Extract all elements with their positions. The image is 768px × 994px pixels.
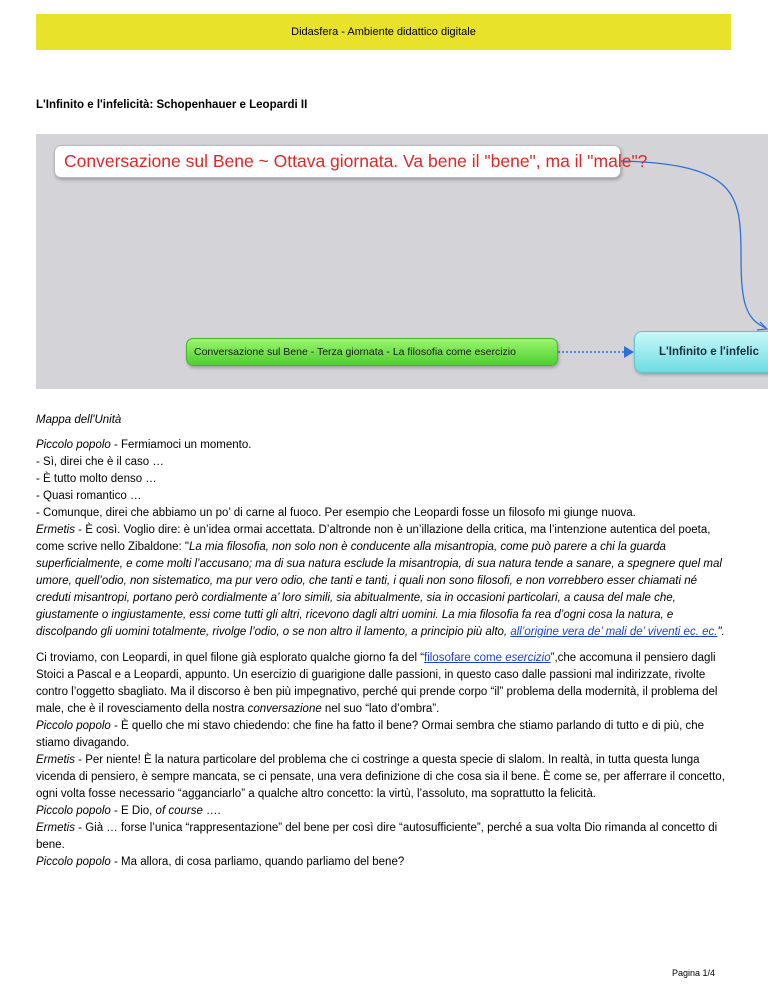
zibaldone-quote: La mia filosofia, non solo non è conducente alla misantropia, come può parere a chi la guarda superficialmente, e come molti l’accusano; ma di sua natura esclude la misantropia, di sua natura tende a sanare, a spegnere quel mal umore, quell’odio, non sistematico, ma pur vero odio, che tanti e tanti, i quali non sono filosofi, e non vorrebbero esser chiamati né creduti misantropi, portano però cordialmente a’ loro simili, sia abitualmente, sia in occasioni particolari, a causa del male che, giustamente o ingiustamente, essi come tutti gli altri, ricevono dagli altri uomini. La mia filosofia fa rea d’ogni cosa la natura, e discolpando gli uomini totalmente, rivolge l’odio, o se non altro il lamento, a principio più alto, [36,541,722,638]
speaker-name: Ermetis [36,822,75,834]
line-text: …. [202,805,221,817]
dialogue-line [36,437,731,454]
italic-phrase: of course [155,805,203,817]
line-text: - È quello che mi stavo chiedendo: che fine ha fatto il bene? Ormai sembra che stiamo parlando di tutto e di più, che stiamo divagando. [36,720,705,749]
narrative-paragraph [36,650,731,718]
link-text-italic: esercizio [505,652,551,664]
line-text: - Fermiamoci un momento. [110,439,252,451]
line-text: - È così. Voglio dire: è un’idea ormai accettata. D’altronde non è un’illazione della critica, ma l’intenzione autentica del poeta, come scrive nello Zibaldone: " [36,524,711,553]
line-text: - Ma allora, di cosa parliamo, quando parliamo del bene? [110,856,405,868]
line-text: - E Dio, [110,805,156,817]
dialogue-line [36,854,731,871]
italic-word: conversazione [247,703,322,715]
dialogue-line [36,820,731,854]
dialogue-line: - È tutto molto denso … [36,473,157,485]
map-node-infinito[interactable]: L'Infinito e l'infelic [634,331,768,373]
connector-curve [621,161,766,328]
quote-link[interactable]: all’origine vera de’ mali de’ viventi ec. ec. [510,626,718,638]
filosofare-link[interactable] [424,652,551,664]
paragraph-text: nel suo “lato d’ombra”. [321,703,440,715]
document-title: L'Infinito e l'infelicità: Schopenhauer e Leopardi II [36,99,308,111]
speaker-name: Piccolo popolo [36,720,111,732]
dialogue-line [36,522,731,641]
map-caption: Mappa dell'Unità [36,414,122,426]
concept-map [36,134,768,389]
dialogue-line: - Sì, direi che è il caso … [36,456,164,468]
map-node-ottava-giornata[interactable]: Conversazione sul Bene ~ Ottava giornata. Va bene il "bene", ma il "male"? [54,145,621,178]
dialogue-line [36,752,731,803]
page-number: Pagina 1/4 [671,968,715,978]
link-text: filosofare come [424,652,506,664]
connector-arrowhead-right [624,346,634,358]
header-band [36,14,731,50]
dialogue-line [36,718,731,752]
speaker-name: Piccolo popolo [36,805,111,817]
dialogue-line: - Comunque, direi che abbiamo un po’ di carne al fuoco. Per esempio che Leopardi fosse un filosofo mi giunge nuova. [36,507,636,519]
quote-end: ". [717,626,725,638]
paragraph-text: Ci troviamo, con Leopardi, in quel filone già esplorato qualche giorno fa del “ [36,652,425,664]
map-node-terza-giornata[interactable]: Conversazione sul Bene - Terza giornata - La filosofia come esercizio [186,338,558,366]
paragraph-text: ”,che accomuna il pensiero dagli Stoici a Pascal e a Leopardi, appunto. Un esercizio di guarigione dalle passioni, in questo caso dalle passioni mal indirizzate, rivolte contro l’oggetto sbagliato. Ma il discorso è ben più impegnativo, perché qui prende corpo “il” problema della modernità, il problema del male, che è il rovesciamento della nostra [36,652,718,715]
dialogue-line: - Quasi romantico … [36,490,142,502]
line-text: - Già … forse l’unica “rappresentazione” del bene per così dire “autosufficiente”, perché a sua volta Dio rimanda al concetto di bene. [36,822,718,851]
speaker-name: Piccolo popolo [36,856,111,868]
header-title: Didasfera - Ambiente didattico digitale [291,26,476,38]
dialogue-body [36,437,731,871]
dialogue-line [36,803,731,820]
line-text: - Per niente! È la natura particolare del problema che ci costringe a questa specie di slalom. In realtà, in tutta questa lunga vicenda di pensiero, è sempre mancata, se ci pensate, una vera definizione di che cosa sia il bene. È come se, per afferrare il concetto, ogni volta fosse necessario “agganciarlo” a qualche altro concetto: la virtù, l’assoluto, ma soprattutto la felicità. [36,754,725,800]
speaker-name: Ermetis [36,524,75,536]
speaker-name: Piccolo popolo [36,439,111,451]
speaker-name: Ermetis [36,754,75,766]
